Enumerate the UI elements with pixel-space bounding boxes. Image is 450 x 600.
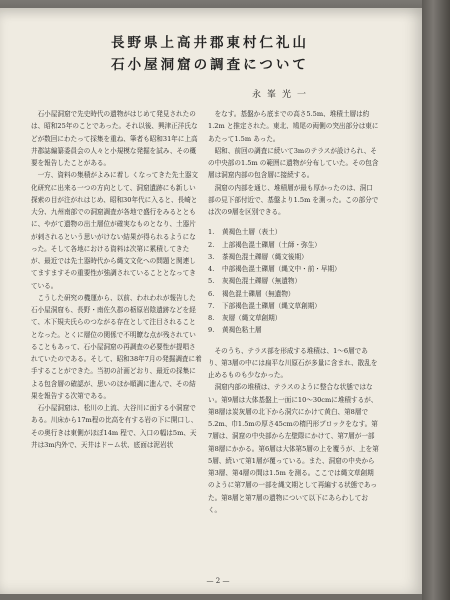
paragraph: そのうち、テラス部を形成する堆積は、1〜6層であり、第3層の中には扁平な川原石が多量に含まれ、散乱を止めるものも少なかった。 <box>208 346 378 379</box>
paragraph: をなす。基盤から底までの高さ5.5m、堆積土層は約1.2m と推定された。東北、鳩尾の両側の突出部分は東にあたって1.5m あった。 <box>208 110 379 143</box>
list-number: 1. <box>208 228 215 237</box>
paragraph: 石小屋洞窟で先史時代の遺物がはじめて発見されたのは、昭和25年のことであった。それ以後、興津正洋氏などが数回にわたって採集を重ね、筆者も昭和31年に上高井郡誌編纂委員会の人々と小規模な発掘を試み、その概要を報告したことがある。 <box>31 110 198 167</box>
list-item <box>208 288 379 300</box>
list-item <box>208 312 379 324</box>
list-number: 5. <box>208 277 215 286</box>
list-number: 7. <box>208 301 215 310</box>
list-text: 黄褐色土層（表土） <box>222 228 282 237</box>
list-text: 灰褐色混土礫層（無遺物） <box>222 277 302 286</box>
paragraph: 洞窟の内部を通じ、堆積層が最も厚かったのは、洞口部の見下部付近で、基盤より1.5m を測った。この部分では次の9層を区別できる。 <box>208 183 379 216</box>
page-edge-shadow <box>422 0 450 600</box>
list-item <box>208 300 379 312</box>
paragraph: こうした研究の機運から、以前、われわれが報告した石小屋洞窟も、長野・南佐久郡の栃原岩陰遺跡などを経て、木下規夫氏らのつながる存在として注目されることとなった。とくに層位の関係で不明瞭な点が残されていることもあって、石小屋洞窟の再調査の必要性が提唱されていたのである。そして、昭和38年7月の発掘調査に着手することができた。当初の計画どおり、最近の採集による包含層の確認が、思いのほか順調に進んで、その結果を報告する次第である。 <box>31 293 202 400</box>
paragraph: 昭和、前回の調査に続いて3mのテラスが設けられ、その中央部の1.5m の範囲に遺物が分布していた。その包含層は洞窟内部の包含層に接続する。 <box>208 146 379 180</box>
paragraph: 石小屋洞窟は、松川の上流、大谷川に面する小洞窟である。川床から17m程の比高を有する岩の下に開口し、その奥行きは東側がほぼ14m 程で、入口の幅は5m、天井は3m内外で、天井はドーム状、底面は泥岩状 <box>31 404 198 449</box>
list-text: 灰層（縄文草創期） <box>222 314 282 322</box>
list-number: 3. <box>208 252 215 261</box>
list-item <box>208 239 379 251</box>
list-number: 4. <box>208 265 215 273</box>
list-text: 上部褐色混土礫層（土師・弥生） <box>222 240 321 249</box>
list-number: 9. <box>208 326 215 335</box>
article-title <box>100 32 320 76</box>
right-column <box>208 108 379 516</box>
list-text: 褐色混土礫層（無遺物） <box>222 289 295 298</box>
list-number: 2. <box>208 240 215 249</box>
list-text: 黄褐色粘土層 <box>222 326 262 335</box>
list-text: 下部褐色混土礫層（縄文草創期） <box>222 301 321 310</box>
list-item <box>208 324 379 336</box>
document-page <box>0 8 426 594</box>
title-line-1: 長野県上高井郡東村仁礼山 <box>111 35 309 51</box>
page-number: — 2 — <box>206 577 230 585</box>
list-item <box>208 263 379 275</box>
paragraph: 一方、資料の集積がよみに着し くなってきた先土器文化研究に出来る一つの方向として、洞窟遺跡にも新しい探索の目が注がれはじめ、昭和30年代に入ると、長崎と大分、九州南部での洞窟調査が各地で盛行をみるとともに、やがて遺物の出土層位が確実なものとなり、土器片が刺されるという思いがけない結果が得られるようになった。そして各地における資料は次第に累積してきたが、最近では先土器時代から縄文文化への問題と関連してますますその重要性が強調されていることとなってきている。 <box>31 171 198 290</box>
stratum-list <box>208 226 379 336</box>
list-number: 6. <box>208 289 215 298</box>
title-line-2: 石小屋洞窟の調査について <box>111 57 309 73</box>
list-number: 8. <box>208 314 215 322</box>
left-column <box>31 108 202 451</box>
paragraph: 洞窟内部の堆積は、テラスのように整合な状態ではない。第9層は大体基盤上一面に10〜30cmに堆積するが、第8層は炭灰層の北下から洞穴にかけて黄白、第8層で5.2m、巾1.5mの厚さ45cmの楕円形ブロックをなす。第7層は、洞窟の中央部から左壁際にかけて、第7層が一部第8層にかかる。第6層は大体第5層の上を覆うが、上を第5層、続いて第1層が覆っている。また、洞窟の中央から第3層、第4層の間は1.5m を測る。ここでは縄文草創期のように第7層の一部を縄文期として再編する状態であった。第8層と第7層の遺物について以下にあらわしておく。 <box>208 383 379 514</box>
list-item <box>208 251 379 263</box>
list-text: 茶褐色混土礫層（縄文後期） <box>222 252 308 261</box>
list-item <box>208 226 379 238</box>
list-item <box>208 275 379 287</box>
author-name: 永峯光一 <box>252 90 313 100</box>
list-text: 中部褐色混土礫層（縄文中・前・早期） <box>222 265 341 273</box>
